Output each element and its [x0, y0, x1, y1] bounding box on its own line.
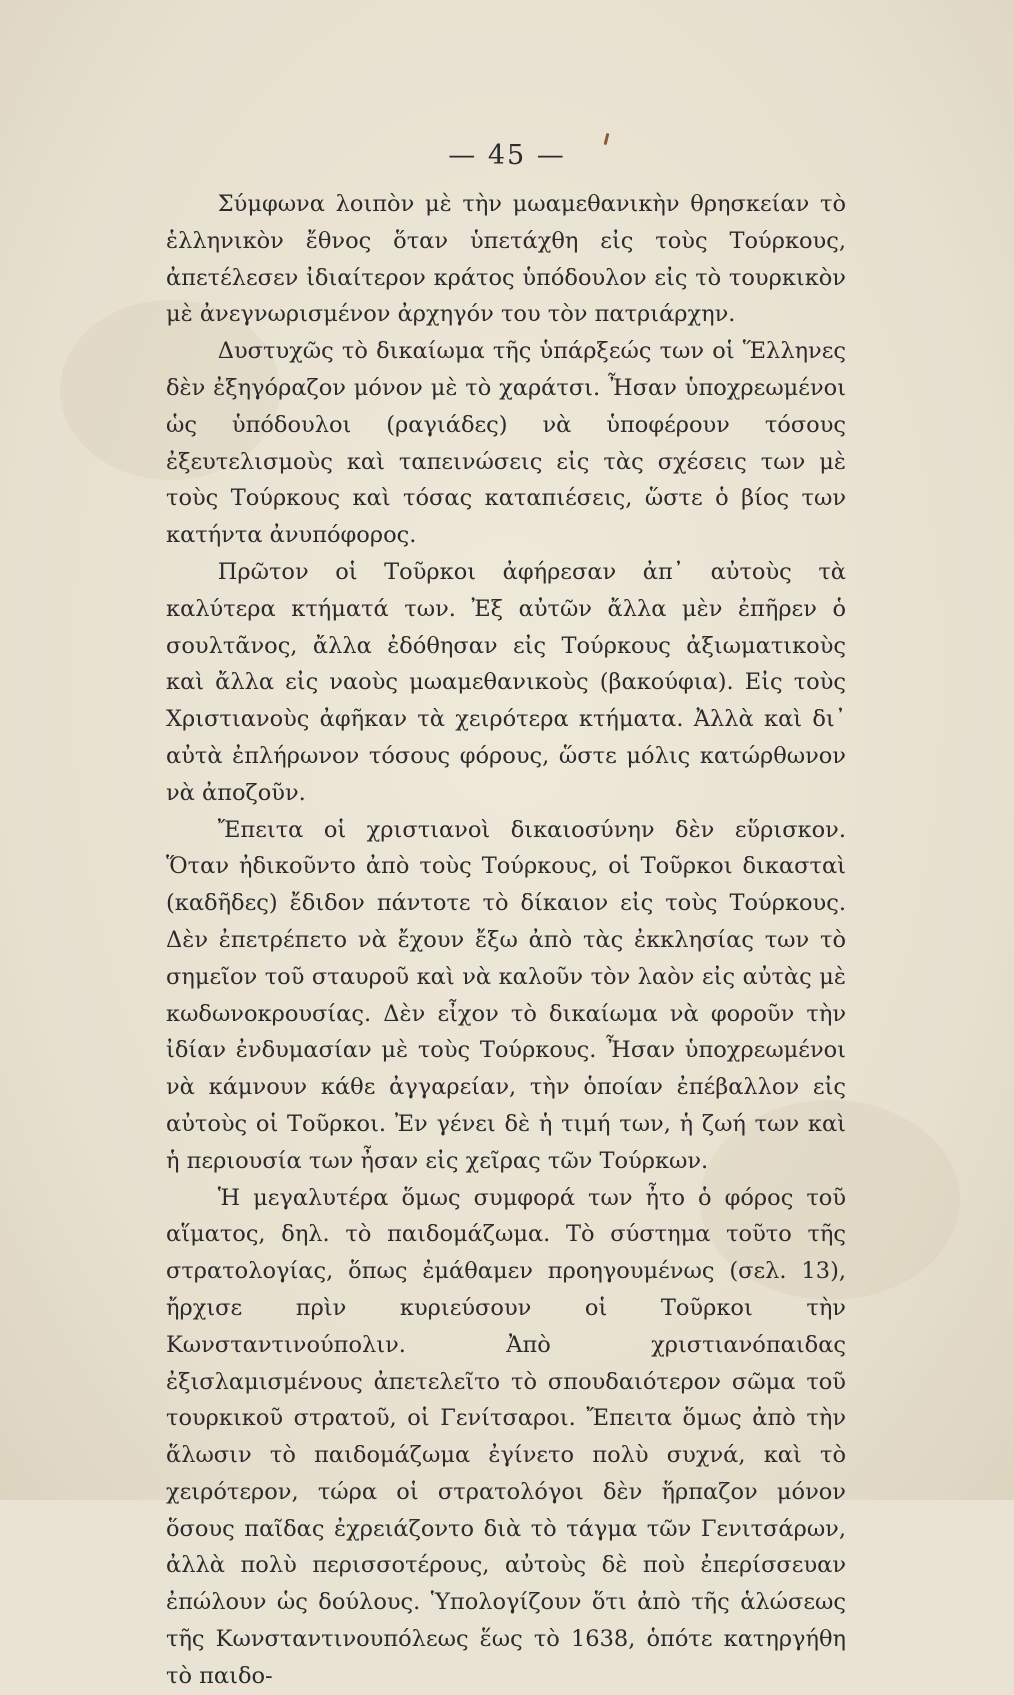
paragraph: Δυστυχῶς τὸ δικαίωμα τῆς ὑπάρξεώς των οἱ Ἕλληνες δὲν ἐξηγόραζον μόνον μὲ τὸ χαράτσι. Ἦσαν ὑποχρεωμένοι ὡς ὑπόδουλοι (ραγιάδες) νὰ ὑποφέρουν τόσους ἐξευτελισμοὺς καὶ ταπεινώσεις εἰς τὰς σχέσεις των μὲ τοὺς Τούρκους καὶ τόσας καταπιέσεις, ὥστε ὁ βίος των κατήντα ἀνυπόφορος.: [166, 338, 846, 549]
paragraph: Πρῶτον οἱ Τοῦρκοι ἀφήρεσαν ἀπ᾿ αὐτοὺς τὰ καλύτερα κτήματά των. Ἐξ αὐτῶν ἄλλα μὲν ἐπῆρεν ὁ σουλτᾶνος, ἄλλα ἐδόθησαν εἰς Τούρκους ἀξιωματικοὺς καὶ ἄλλα εἰς ναοὺς μωαμεθανικοὺς (βακούφια). Εἰς τοὺς Χριστιανοὺς ἀφῆκαν τὰ χειρότερα κτήματα. Ἀλλὰ καὶ δι᾿ αὐτὰ ἐπλήρωνον τόσους φόρους, ὥστε μόλις κατώρθωνον νὰ ἀποζοῦν.: [166, 558, 846, 806]
paragraph: Σύμφωνα λοιπὸν μὲ τὴν μωαμεθανικὴν θρησκείαν τὸ ἑλληνικὸν ἔθνος ὅταν ὑπετάχθη εἰς τοὺς Τούρκους, ἀπετέλεσεν ἰδιαίτερον κράτος ὑπόδουλον εἰς τὸ τουρκικὸν μὲ ἀνεγνωρισμένον ἀρχηγόν του τὸν πατριάρχην.: [166, 191, 846, 328]
body-text: [166, 186, 846, 1695]
paragraph: Ἡ μεγαλυτέρα ὅμως συμφορά των ἦτο ὁ φόρος τοῦ αἵματος, δηλ. τὸ παιδομάζωμα. Τὸ σύστημα τοῦτο τῆς στρατολογίας, ὅπως ἐμάθαμεν προηγουμένως (σελ. 13), ἤρχισε πρὶν κυριεύσουν οἱ Τοῦρκοι τὴν Κωνσταντινούπολιν. Ἀπὸ χριστιανόπαιδας ἐξισλαμισμένους ἀπετελεῖτο τὸ σπουδαιότερον σῶμα τοῦ τουρκικοῦ στρατοῦ, οἱ Γενίτσαροι. Ἔπειτα ὅμως ἀπὸ τὴν ἅλωσιν τὸ παιδομάζωμα ἐγίνετο πολὺ συχνά, καὶ τὸ χειρότερον, τώρα οἱ στρατολόγοι δὲν ἥρπαζον μόνον ὅσους παῖδας ἐχρειάζοντο διὰ τὸ τάγμα τῶν Γενιτσάρων, ἀλλὰ πολὺ περισσοτέρους, αὐτοὺς δὲ ποὺ ἐπερίσσευαν ἐπώλουν ὡς δούλους. Ὑπολογίζουν ὅτι ἀπὸ τῆς ἁλώσεως τῆς Κωνσταντινουπόλεως ἕως τὸ 1638, ὁπότε κατηργήθη τὸ παιδο-: [166, 1184, 846, 1689]
paragraph: Ἔπειτα οἱ χριστιανοὶ δικαιοσύνην δὲν εὕρισκον. Ὅταν ἠδικοῦντο ἀπὸ τοὺς Τούρκους, οἱ Τοῦρκοι δικασταὶ (καδῆδες) ἔδιδον πάντοτε τὸ δίκαιον εἰς τοὺς Τούρκους. Δὲν ἐπετρέπετο νὰ ἔχουν ἔξω ἀπὸ τὰς ἐκκλησίας των τὸ σημεῖον τοῦ σταυροῦ καὶ νὰ καλοῦν τὸν λαὸν εἰς αὐτὰς μὲ κωδωνοκρουσίας. Δὲν εἶχον τὸ δικαίωμα νὰ φοροῦν τὴν ἰδίαν ἐνδυμασίαν μὲ τοὺς Τούρκους. Ἦσαν ὑποχρεωμένοι νὰ κάμνουν κάθε ἀγγαρείαν, τὴν ὁποίαν ἐπέβαλλον εἰς αὐτοὺς οἱ Τοῦρκοι. Ἐν γένει δὲ ἡ τιμή των, ἡ ζωή των καὶ ἡ περιουσία των ἦσαν εἰς χεῖρας τῶν Τούρκων.: [166, 816, 846, 1174]
page-number: — 45 —: [448, 140, 566, 171]
